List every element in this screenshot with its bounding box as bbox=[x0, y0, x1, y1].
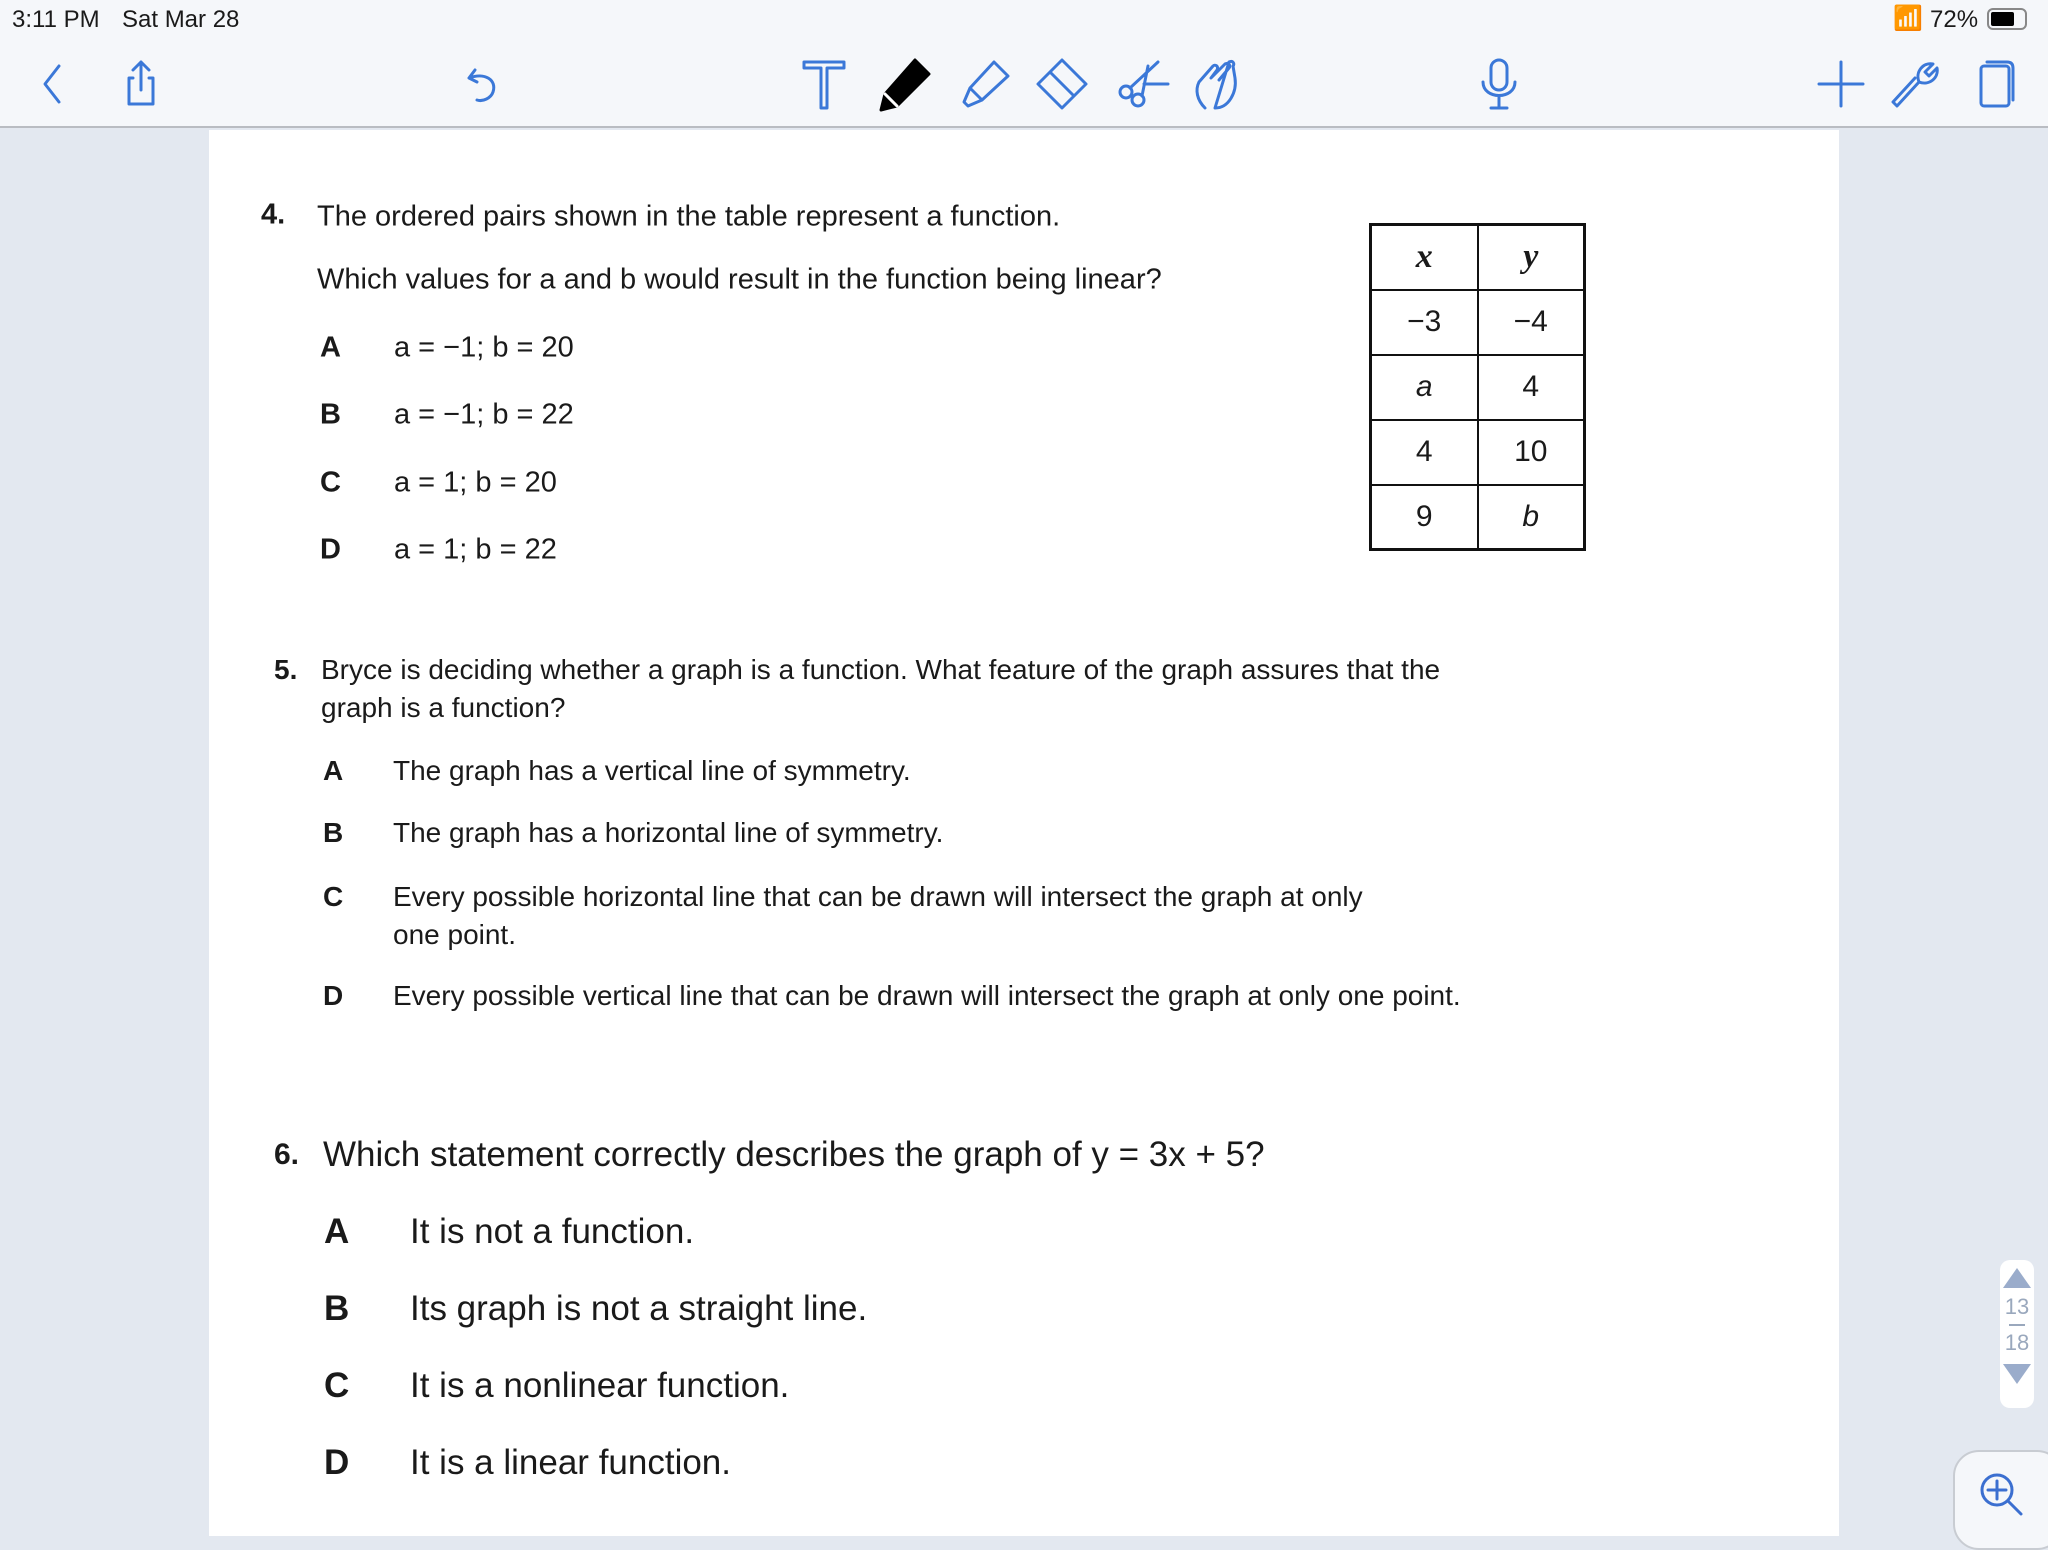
lasso-scissors-icon[interactable] bbox=[1113, 54, 1171, 114]
choice-letter: D bbox=[323, 980, 344, 1011]
choice-letter: C bbox=[320, 466, 341, 499]
choice-text[interactable]: a = −1; b = 22 bbox=[394, 398, 574, 431]
choice-text[interactable]: a = 1; b = 20 bbox=[394, 466, 557, 499]
pen-icon[interactable] bbox=[874, 54, 932, 114]
choice-text[interactable]: a = −1; b = 20 bbox=[394, 331, 574, 364]
status-time: 3:11 PM bbox=[12, 6, 100, 33]
choice-text[interactable]: Every possible horizontal line that can be drawn will intersect the graph at only bbox=[393, 881, 1363, 912]
choice-text[interactable]: It is not a function. bbox=[410, 1212, 695, 1251]
page-navigator bbox=[2000, 1260, 2034, 1408]
choice-text[interactable]: Every possible vertical line that can be drawn will intersect the graph at only one point. bbox=[393, 980, 1461, 1011]
choice-text[interactable]: Its graph is not a straight line. bbox=[410, 1289, 868, 1328]
battery-icon bbox=[1987, 8, 2027, 30]
highlighter-icon[interactable] bbox=[955, 54, 1013, 114]
toolbar bbox=[0, 40, 2048, 128]
zoom-button[interactable] bbox=[1953, 1450, 2048, 1550]
undo-icon[interactable] bbox=[454, 54, 512, 114]
choice-text[interactable]: The graph has a horizontal line of symmetry. bbox=[393, 817, 944, 848]
question-text: Which values for a and b would result in the function being linear? bbox=[317, 263, 1162, 296]
table-cell: 4 bbox=[1371, 420, 1478, 485]
choice-letter: B bbox=[324, 1289, 350, 1328]
hand-icon[interactable] bbox=[1188, 54, 1246, 114]
battery-percent: 72% bbox=[1930, 6, 1979, 33]
choice-letter: A bbox=[323, 755, 344, 786]
choice-text[interactable]: It is a linear function. bbox=[410, 1443, 731, 1482]
question-number: 5. bbox=[274, 654, 298, 685]
back-icon[interactable] bbox=[24, 54, 82, 114]
choice-text[interactable]: one point. bbox=[393, 919, 516, 950]
choice-letter: C bbox=[323, 881, 344, 912]
question-text: Which statement correctly describes the graph of y = 3x + 5? bbox=[323, 1135, 1265, 1174]
add-icon[interactable] bbox=[1812, 54, 1870, 114]
choice-letter: A bbox=[320, 331, 341, 364]
table-header: x bbox=[1371, 225, 1478, 290]
question-text: Bryce is deciding whether a graph is a function. What feature of the graph assures that the bbox=[321, 654, 1441, 685]
status-bar bbox=[0, 0, 2048, 40]
table-header: y bbox=[1478, 225, 1585, 290]
table-cell: 4 bbox=[1478, 355, 1585, 420]
choice-letter: D bbox=[324, 1443, 350, 1482]
choice-text[interactable]: a = 1; b = 22 bbox=[394, 533, 557, 566]
choice-letter: C bbox=[324, 1366, 350, 1405]
question-number: 6. bbox=[274, 1138, 300, 1171]
choice-letter: B bbox=[323, 817, 344, 848]
table-cell: a bbox=[1371, 355, 1478, 420]
question-text: The ordered pairs shown in the table represent a function. bbox=[317, 200, 1061, 233]
wrench-icon[interactable] bbox=[1888, 54, 1946, 114]
text-tool-icon[interactable] bbox=[795, 54, 853, 114]
choice-letter: A bbox=[324, 1212, 350, 1251]
eraser-icon[interactable] bbox=[1033, 54, 1091, 114]
choice-text[interactable]: It is a nonlinear function. bbox=[410, 1366, 790, 1405]
choice-text[interactable]: The graph has a vertical line of symmetry. bbox=[393, 755, 911, 786]
table-cell: b bbox=[1478, 485, 1585, 550]
zoom-in-icon bbox=[1977, 1470, 2027, 1520]
pages-icon[interactable] bbox=[1966, 54, 2024, 114]
function-table bbox=[1369, 223, 1586, 551]
question-number: 4. bbox=[261, 198, 286, 231]
page-up-icon[interactable] bbox=[2003, 1268, 2031, 1288]
page-divider bbox=[2009, 1324, 2025, 1326]
page-down-icon[interactable] bbox=[2003, 1364, 2031, 1384]
wifi-icon: 📶 bbox=[1893, 5, 1923, 32]
table-cell: −3 bbox=[1371, 290, 1478, 355]
question-text: graph is a function? bbox=[321, 692, 566, 723]
share-icon[interactable] bbox=[112, 54, 170, 114]
table-cell: −4 bbox=[1478, 290, 1585, 355]
choice-letter: B bbox=[320, 398, 341, 431]
status-date: Sat Mar 28 bbox=[122, 6, 240, 33]
total-pages: 18 bbox=[2004, 1330, 2030, 1355]
microphone-icon[interactable] bbox=[1470, 54, 1528, 114]
current-page: 13 bbox=[2004, 1294, 2030, 1319]
table-cell: 9 bbox=[1371, 485, 1478, 550]
choice-letter: D bbox=[320, 533, 341, 566]
table-cell: 10 bbox=[1478, 420, 1585, 485]
document-page bbox=[209, 130, 1839, 1536]
